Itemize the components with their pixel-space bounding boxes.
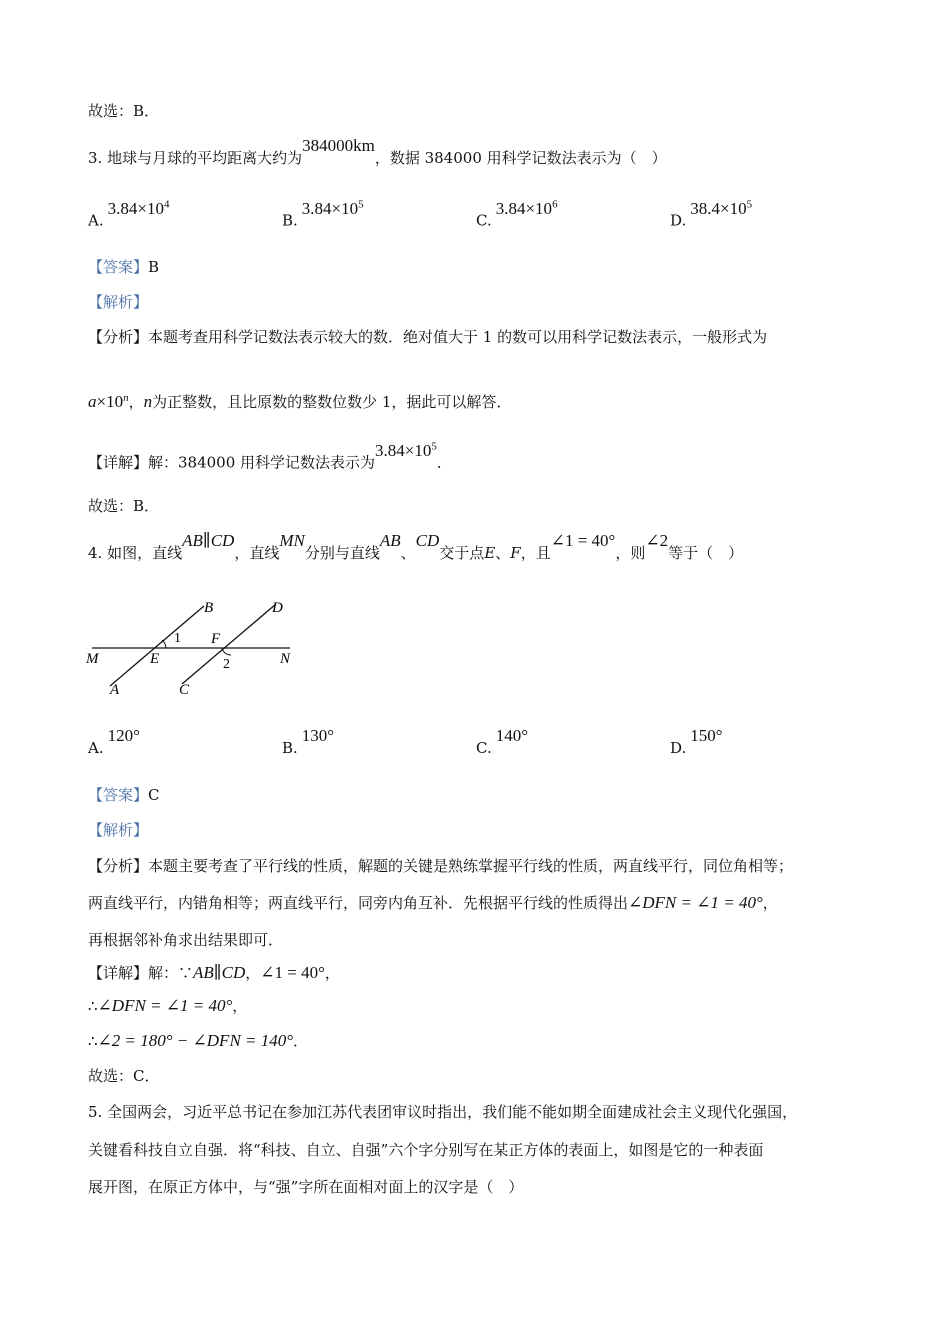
q3-option-a[interactable]: $A.3.84\times 10^4$: [88, 198, 170, 230]
angle-1-arc: [162, 640, 166, 648]
q3-analysis-tag: 【解析】: [88, 293, 149, 311]
q5-line-1: 5. 全国两会，习近平总书记在参加江苏代表团审议时指出，我们能不能如期全面建成社会主义现代化强国，: [88, 1103, 798, 1121]
q4-stem: 4. 如图，直线AB∥CD，直线MN分别与直线AB、CD交于点E、F，且∠1 = 40°，则∠2等于（ ）: [88, 531, 744, 562]
q3-stem: 3. 地球与月球的平均距离大约为384000km，数据 384000 用科学记数法表示为（ ）: [88, 136, 667, 167]
q4-detail-1: 【详解】解：∵AB∥CD，∠1 = 40°，: [88, 963, 340, 982]
q5-line-2: 关键看科技自立自强．将“科技、自立、自强”六个字分别写在某正方体的表面上，如图是它的一种表面: [88, 1141, 764, 1159]
q3-option-c[interactable]: $C.3.84\times 10^6$: [476, 198, 558, 230]
q3-general-form: $a\times 10^n$，n为正整数，且比原数的整数位数少 1，据此可以解答．: [88, 392, 512, 411]
line-cd: [182, 604, 276, 684]
label-n: N: [280, 651, 291, 667]
label-angle-2: 2: [223, 657, 230, 672]
q3-option-d[interactable]: $D.38.4\times 10^5$: [670, 198, 753, 230]
q3-answer: 【答案】B: [88, 258, 160, 276]
label-a: A: [110, 682, 120, 698]
label-e: E: [150, 651, 160, 667]
q4-fenxi-2: 两直线平行，内错角相等；两直线平行，同旁内角互补．先根据平行线的性质得出∠DFN = ∠1 = 40°，: [88, 893, 778, 912]
label-b: B: [204, 600, 214, 616]
q4-option-b[interactable]: B.130°: [282, 726, 335, 757]
label-c: C: [179, 682, 190, 698]
q4-figure: [80, 592, 310, 704]
label-m: M: [86, 651, 99, 667]
q4-option-c[interactable]: C.140°: [476, 726, 529, 757]
label-angle-1: 1: [174, 631, 181, 646]
q2-conclusion: 故选：B．: [88, 102, 160, 120]
q4-conclusion: 故选：C．: [88, 1067, 160, 1085]
q4-option-a[interactable]: A.120°: [88, 726, 140, 757]
q4-analysis-tag: 【解析】: [88, 821, 149, 839]
q4-fenxi-3: 再根据邻补角求出结果即可．: [88, 931, 284, 949]
line-ab: [110, 606, 204, 686]
q4-answer: 【答案】C: [88, 786, 160, 804]
q3-option-b[interactable]: $B.3.84\times 10^5$: [282, 198, 364, 230]
q3-conclusion: 故选：B．: [88, 497, 160, 515]
q5-line-3: 展开图，在原正方体中，与“强”字所在面相对面上的汉字是（ ）: [88, 1178, 524, 1196]
q4-option-d[interactable]: D.150°: [670, 726, 723, 757]
label-f: F: [211, 631, 221, 647]
label-d: D: [272, 600, 283, 616]
q4-detail-2: ∴∠DFN = ∠1 = 40°，: [88, 996, 248, 1015]
q4-detail-3: ∴∠2 = 180° − ∠DFN = 140°．: [88, 1031, 309, 1050]
q3-stem-value: 384000km: [302, 136, 375, 155]
q3-fenxi: 【分析】本题考查用科学记数法表示较大的数．绝对值大于 1 的数可以用科学记数法表示，一般形式为: [88, 328, 768, 346]
q3-detail: 【详解】解：384000 用科学记数法表示为$3.84\times 10^5$．: [88, 440, 452, 472]
q4-fenxi-1: 【分析】本题主要考查了平行线的性质，解题的关键是熟练掌握平行线的性质，两直线平行，同位角相等；: [88, 857, 794, 875]
